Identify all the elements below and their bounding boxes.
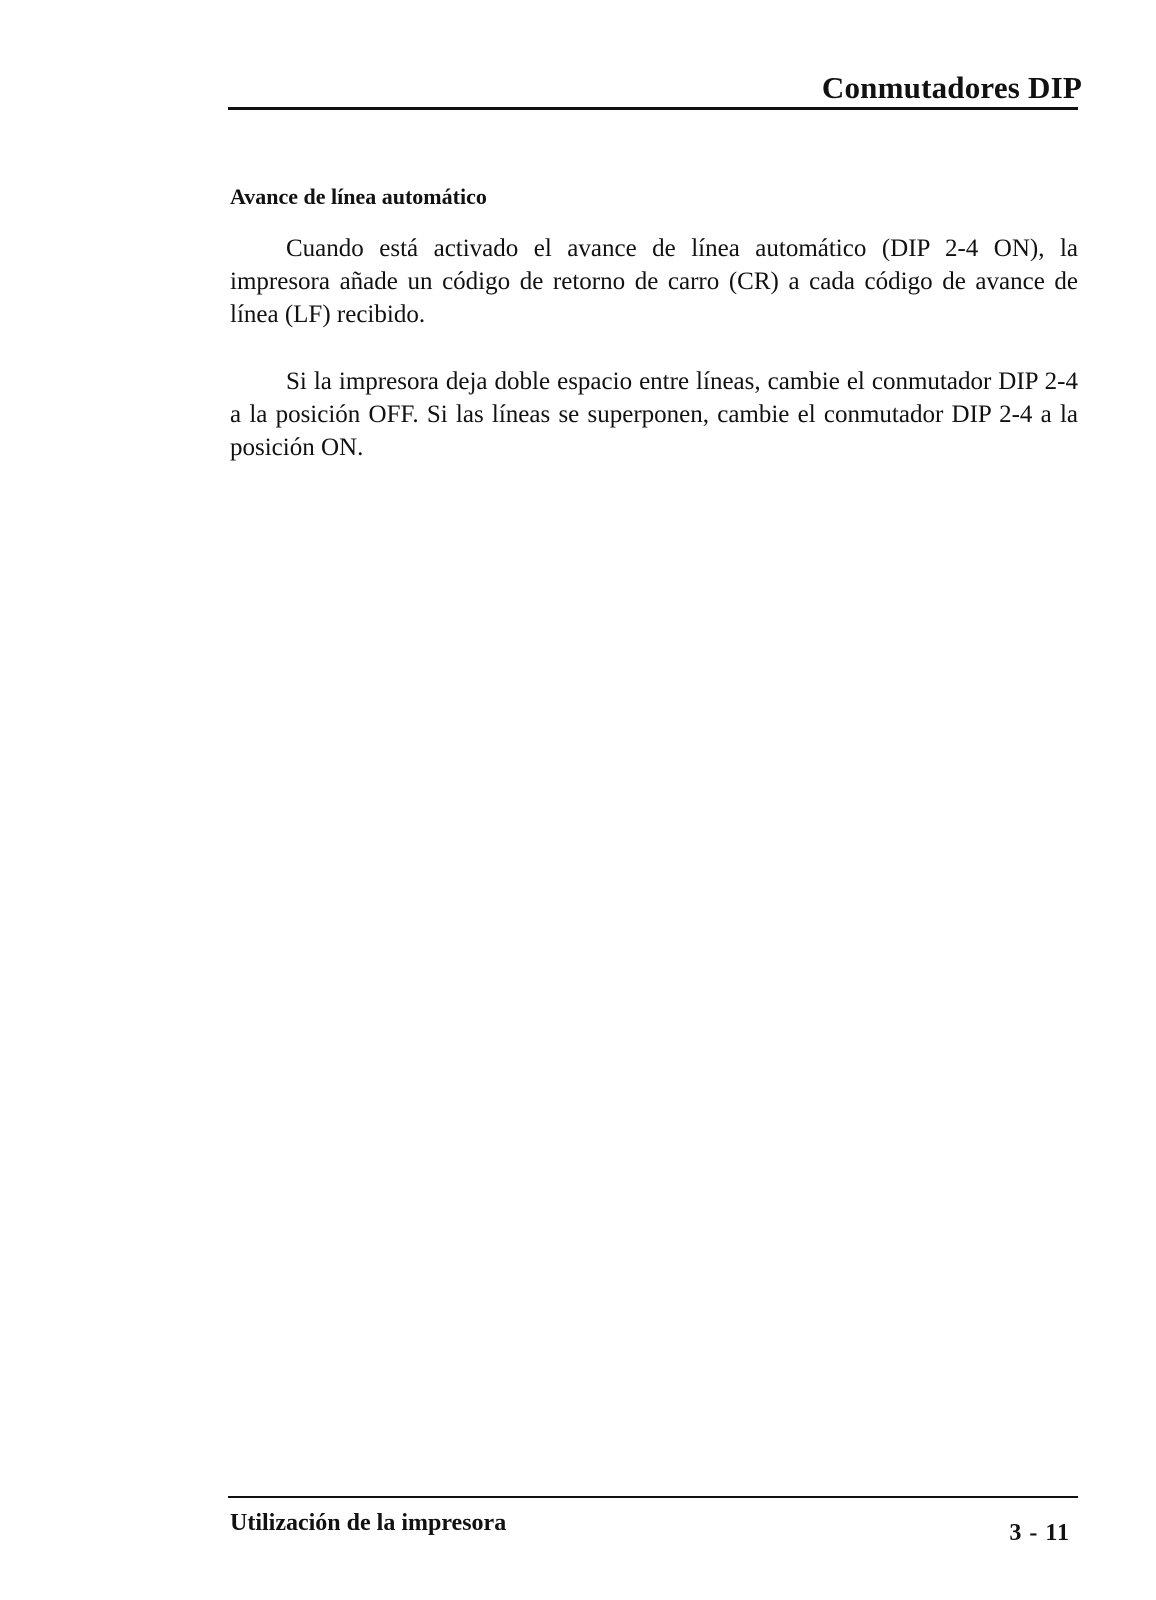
body-paragraph-1: Cuando está activado el avance de línea automático (DIP 2-4 ON), la impresora añade un código de retorno de carro (CR) a cada código de avance de línea (LF) recibido. bbox=[230, 235, 1078, 328]
header-rule bbox=[228, 107, 1078, 110]
section-heading: Avance de línea automático bbox=[230, 184, 487, 209]
footer-rule bbox=[228, 1496, 1078, 1498]
body-paragraph-2: Si la impresora deja doble espacio entre líneas, cambie el conmutador DIP 2-4 a la posición OFF. Si las líneas se superponen, cambie el conmutador DIP 2-4 a la posición ON. bbox=[230, 368, 1078, 461]
page-number: 3 - 11 bbox=[1009, 1520, 1070, 1546]
footer-chapter-title: Utilización de la impresora bbox=[230, 1510, 507, 1536]
running-header-title: Conmutadores DIP bbox=[821, 70, 1082, 105]
